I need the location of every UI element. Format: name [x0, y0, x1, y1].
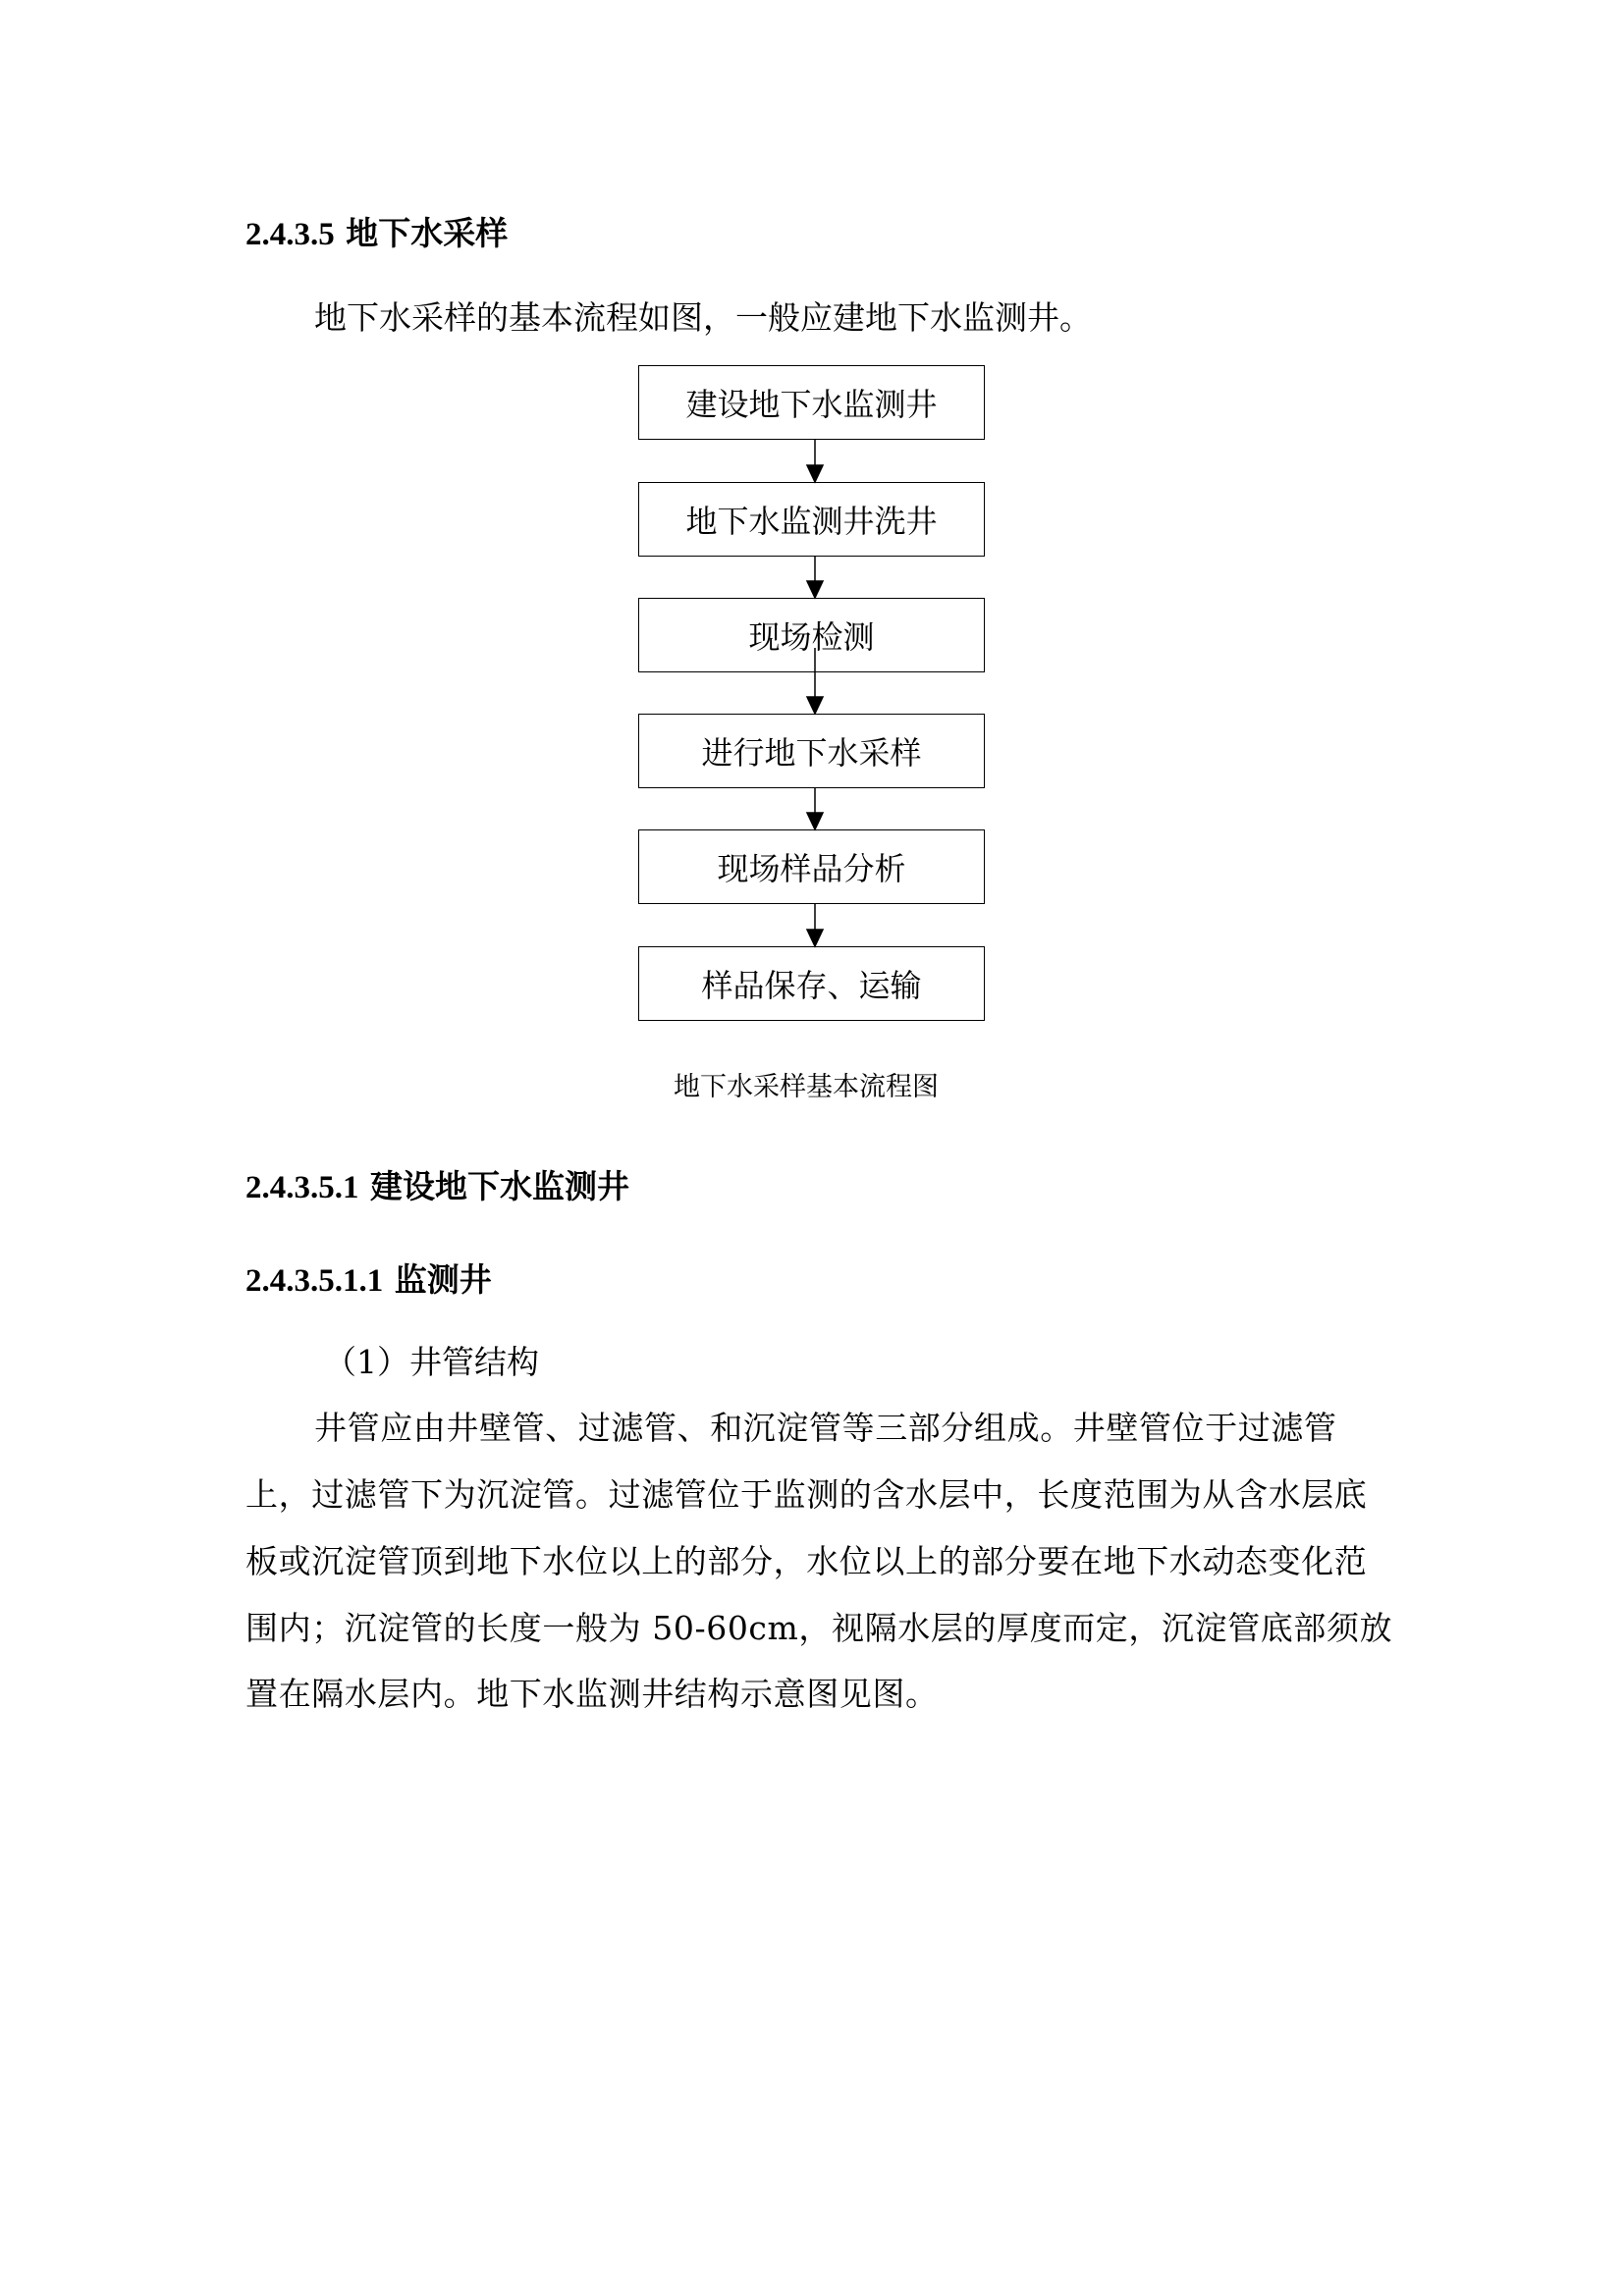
- item-label: （1）井管结构: [324, 1343, 539, 1381]
- paragraph-line: 围内；沉淀管的长度一般为 50-60cm，视隔水层的厚度而定，沉淀管底部须放: [245, 1609, 1393, 1647]
- paragraph-line: 板或沉淀管顶到地下水位以上的部分，水位以上的部分要在地下水动态变化范: [245, 1542, 1368, 1580]
- subheading-2: [245, 1255, 492, 1301]
- paragraph-line: 井管应由井壁管、过滤管、和沉淀管等三部分组成。井壁管位于过滤管: [314, 1409, 1337, 1447]
- subheading-1-number: 2.4.3.5.1: [245, 1170, 359, 1205]
- flow-arrowhead-3: [807, 697, 823, 714]
- section-title: 地下水采样: [346, 214, 509, 252]
- paragraph-line: 上，过滤管下为沉淀管。过滤管位于监测的含水层中，长度范围为从含水层底: [245, 1475, 1368, 1514]
- flow-arrowhead-2: [807, 581, 823, 598]
- section-number: 2.4.3.5: [245, 217, 335, 252]
- subheading-1-title: 建设地下水监测井: [370, 1167, 629, 1205]
- subheading-2-number: 2.4.3.5.1.1: [245, 1263, 384, 1299]
- intro-paragraph: 地下水采样的基本流程如图，一般应建地下水监测井。: [314, 298, 1092, 337]
- subheading-1: [245, 1161, 629, 1207]
- flow-step-4: 进行地下水采样: [638, 714, 985, 788]
- flow-arrowhead-4: [807, 813, 823, 829]
- flow-step-3: 现场检测: [638, 598, 985, 672]
- subheading-2-title: 监测井: [394, 1260, 492, 1299]
- flow-arrowhead-1: [807, 465, 823, 482]
- flow-step-5: 现场样品分析: [638, 829, 985, 904]
- flow-arrowhead-5: [807, 930, 823, 946]
- flow-step-6: 样品保存、运输: [638, 946, 985, 1021]
- flow-step-2: 地下水监测井洗井: [638, 482, 985, 557]
- paragraph-line: 置在隔水层内。地下水监测井结构示意图见图。: [245, 1675, 939, 1713]
- flowchart-caption: 地下水采样基本流程图: [674, 1072, 939, 1102]
- flow-step-1: 建设地下水监测井: [638, 365, 985, 440]
